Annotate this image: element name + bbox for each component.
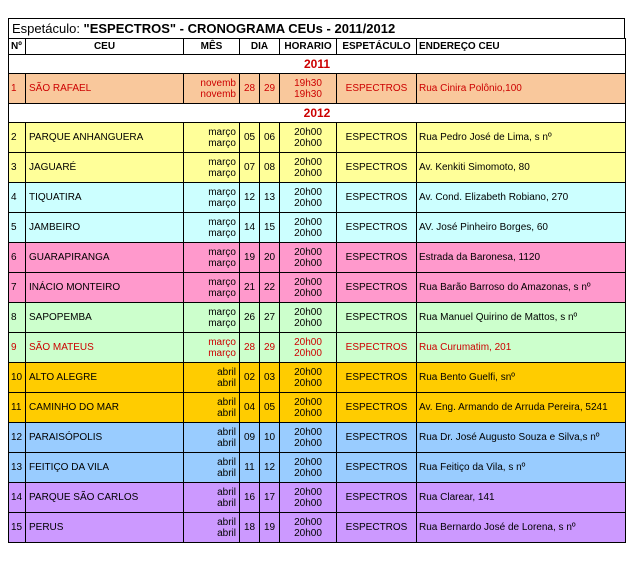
time-line: 20h00 (294, 306, 322, 318)
address: Rua Manuel Quirino de Mattos, s nº (417, 303, 626, 333)
time-line: 20h00 (294, 407, 322, 419)
address: Rua Cinira Polônio,100 (417, 74, 626, 104)
address: Av. Cond. Elizabeth Robiano, 270 (417, 183, 626, 213)
day-end: 08 (260, 153, 280, 183)
time-line: 20h00 (294, 216, 322, 228)
show-name: ESPECTROS (337, 363, 417, 393)
ceu-name: TIQUATIRA (26, 183, 184, 213)
day-start: 04 (240, 393, 260, 423)
month-line: março (208, 336, 236, 348)
time (280, 74, 337, 104)
table-row (9, 333, 626, 363)
day-end: 29 (260, 74, 280, 104)
table-row (9, 183, 626, 213)
day-end: 19 (260, 513, 280, 543)
year-row (9, 55, 626, 74)
address: Rua Barão Barroso do Amazonas, s nº (417, 273, 626, 303)
month-line: março (208, 126, 236, 138)
ceu-name: INÁCIO MONTEIRO (26, 273, 184, 303)
address: Rua Curumatim, 201 (417, 333, 626, 363)
row-number: 7 (9, 273, 26, 303)
ceu-name: FEITIÇO DA VILA (26, 453, 184, 483)
show-name: ESPECTROS (337, 74, 417, 104)
table-row (9, 153, 626, 183)
row-number: 1 (9, 74, 26, 104)
schedule-sheet (8, 18, 625, 543)
row-number: 4 (9, 183, 26, 213)
table-row (9, 74, 626, 104)
day-end: 15 (260, 213, 280, 243)
month (184, 273, 240, 303)
time-line: 20h00 (294, 467, 322, 479)
time-line: 20h00 (294, 167, 322, 179)
table-row (9, 363, 626, 393)
day-end: 27 (260, 303, 280, 333)
table-row (9, 243, 626, 273)
day-start: 11 (240, 453, 260, 483)
address: Rua Bernardo José de Lorena, s nº (417, 513, 626, 543)
time-line: 20h00 (294, 287, 322, 299)
time (280, 303, 337, 333)
time (280, 243, 337, 273)
time (280, 513, 337, 543)
month (184, 363, 240, 393)
month-line: abril (217, 497, 236, 509)
row-number: 6 (9, 243, 26, 273)
time-line: 20h00 (294, 377, 322, 389)
show-name: ESPECTROS (337, 153, 417, 183)
month-line: março (208, 216, 236, 228)
day-end: 06 (260, 123, 280, 153)
day-end: 20 (260, 243, 280, 273)
row-number: 15 (9, 513, 26, 543)
month-line: novemb (200, 88, 236, 100)
day-start: 07 (240, 153, 260, 183)
month-line: abril (217, 516, 236, 528)
ceu-name: ALTO ALEGRE (26, 363, 184, 393)
show-name: ESPECTROS (337, 123, 417, 153)
time (280, 483, 337, 513)
title-prefix: Espetáculo: (12, 21, 84, 36)
address: Rua Feitiço da Vila, s nº (417, 453, 626, 483)
ceu-name: SAPOPEMBA (26, 303, 184, 333)
table-row (9, 453, 626, 483)
row-number: 9 (9, 333, 26, 363)
row-number: 14 (9, 483, 26, 513)
row-number: 13 (9, 453, 26, 483)
month-line: novemb (200, 77, 236, 89)
time-line: 20h00 (294, 137, 322, 149)
show-name: ESPECTROS (337, 273, 417, 303)
day-start: 21 (240, 273, 260, 303)
title-main: "ESPECTROS" - CRONOGRAMA CEUs - 2011/2012 (83, 21, 396, 36)
time (280, 183, 337, 213)
time-line: 20h00 (294, 516, 322, 528)
table-row (9, 483, 626, 513)
time-line: 20h00 (294, 366, 322, 378)
month-line: março (208, 276, 236, 288)
month-line: março (208, 137, 236, 149)
month-line: abril (217, 366, 236, 378)
day-end: 17 (260, 483, 280, 513)
month (184, 333, 240, 363)
row-number: 12 (9, 423, 26, 453)
sheet-title (8, 18, 625, 38)
show-name: ESPECTROS (337, 393, 417, 423)
day-end: 12 (260, 453, 280, 483)
time-line: 20h00 (294, 197, 322, 209)
month-line: abril (217, 486, 236, 498)
header-num: Nº (9, 39, 26, 55)
month-line: março (208, 306, 236, 318)
day-start: 18 (240, 513, 260, 543)
month-line: março (208, 167, 236, 179)
show-name: ESPECTROS (337, 213, 417, 243)
show-name: ESPECTROS (337, 333, 417, 363)
month-line: abril (217, 407, 236, 419)
time-line: 19h30 (294, 77, 322, 89)
address: Estrada da Baronesa, 1120 (417, 243, 626, 273)
month-line: abril (217, 456, 236, 468)
time (280, 453, 337, 483)
day-start: 28 (240, 333, 260, 363)
time (280, 273, 337, 303)
month (184, 183, 240, 213)
month (184, 243, 240, 273)
row-number: 11 (9, 393, 26, 423)
row-number: 2 (9, 123, 26, 153)
month-line: março (208, 156, 236, 168)
year-row (9, 104, 626, 123)
show-name: ESPECTROS (337, 303, 417, 333)
table-row (9, 393, 626, 423)
time (280, 213, 337, 243)
day-start: 14 (240, 213, 260, 243)
row-number: 3 (9, 153, 26, 183)
row-number: 10 (9, 363, 26, 393)
day-start: 05 (240, 123, 260, 153)
month-line: março (208, 246, 236, 258)
month (184, 513, 240, 543)
show-name: ESPECTROS (337, 423, 417, 453)
day-end: 13 (260, 183, 280, 213)
day-start: 16 (240, 483, 260, 513)
day-end: 05 (260, 393, 280, 423)
time-line: 20h00 (294, 257, 322, 269)
month-line: março (208, 347, 236, 359)
month (184, 453, 240, 483)
ceu-name: CAMINHO DO MAR (26, 393, 184, 423)
header-endereco: ENDEREÇO CEU (417, 39, 626, 55)
month-line: abril (217, 377, 236, 389)
table-row (9, 423, 626, 453)
month (184, 74, 240, 104)
month (184, 483, 240, 513)
ceu-name: PARQUE ANHANGUERA (26, 123, 184, 153)
time (280, 333, 337, 363)
time (280, 123, 337, 153)
month-line: abril (217, 396, 236, 408)
month (184, 153, 240, 183)
time (280, 363, 337, 393)
address: Rua Bento Guelfi, snº (417, 363, 626, 393)
year-label: 2011 (9, 55, 626, 74)
day-end: 03 (260, 363, 280, 393)
time (280, 423, 337, 453)
row-number: 5 (9, 213, 26, 243)
day-start: 28 (240, 74, 260, 104)
schedule-body (9, 55, 626, 543)
table-row (9, 303, 626, 333)
time-line: 20h00 (294, 426, 322, 438)
time-line: 20h00 (294, 276, 322, 288)
ceu-name: PARQUE SÃO CARLOS (26, 483, 184, 513)
address: Rua Pedro José de Lima, s nº (417, 123, 626, 153)
time-line: 20h00 (294, 246, 322, 258)
show-name: ESPECTROS (337, 183, 417, 213)
month-line: março (208, 257, 236, 269)
header-row (9, 39, 626, 55)
day-start: 09 (240, 423, 260, 453)
month (184, 423, 240, 453)
header-dia: DIA (240, 39, 280, 55)
show-name: ESPECTROS (337, 453, 417, 483)
time-line: 20h00 (294, 336, 322, 348)
address: Rua Clarear, 141 (417, 483, 626, 513)
month-line: março (208, 287, 236, 299)
time-line: 20h00 (294, 186, 322, 198)
month-line: março (208, 186, 236, 198)
time-line: 20h00 (294, 437, 322, 449)
row-number: 8 (9, 303, 26, 333)
table-row (9, 273, 626, 303)
address: Av. Eng. Armando de Arruda Pereira, 5241 (417, 393, 626, 423)
address: Av. Kenkiti Simomoto, 80 (417, 153, 626, 183)
day-end: 22 (260, 273, 280, 303)
header-mes: MÊS (184, 39, 240, 55)
ceu-name: SÃO RAFAEL (26, 74, 184, 104)
month-line: abril (217, 527, 236, 539)
month-line: março (208, 227, 236, 239)
month (184, 393, 240, 423)
ceu-name: SÃO MATEUS (26, 333, 184, 363)
address: AV. José Pinheiro Borges, 60 (417, 213, 626, 243)
header-espetaculo: ESPETÁCULO (337, 39, 417, 55)
header-ceu: CEU (26, 39, 184, 55)
show-name: ESPECTROS (337, 483, 417, 513)
month (184, 303, 240, 333)
time (280, 393, 337, 423)
schedule-table (8, 38, 626, 543)
table-row (9, 213, 626, 243)
address: Rua Dr. José Augusto Souza e Silva,s nº (417, 423, 626, 453)
time-line: 20h00 (294, 156, 322, 168)
month-line: abril (217, 467, 236, 479)
time (280, 153, 337, 183)
time-line: 20h00 (294, 347, 322, 359)
time-line: 20h00 (294, 396, 322, 408)
month-line: abril (217, 437, 236, 449)
day-end: 29 (260, 333, 280, 363)
table-row (9, 513, 626, 543)
time-line: 19h30 (294, 88, 322, 100)
time-line: 20h00 (294, 227, 322, 239)
ceu-name: PARAISÓPOLIS (26, 423, 184, 453)
year-label: 2012 (9, 104, 626, 123)
show-name: ESPECTROS (337, 513, 417, 543)
day-start: 12 (240, 183, 260, 213)
time-line: 20h00 (294, 126, 322, 138)
time-line: 20h00 (294, 317, 322, 329)
table-row (9, 123, 626, 153)
month-line: abril (217, 426, 236, 438)
month-line: março (208, 317, 236, 329)
month (184, 213, 240, 243)
ceu-name: JAMBEIRO (26, 213, 184, 243)
ceu-name: GUARAPIRANGA (26, 243, 184, 273)
month-line: março (208, 197, 236, 209)
day-end: 10 (260, 423, 280, 453)
day-start: 02 (240, 363, 260, 393)
time-line: 20h00 (294, 486, 322, 498)
header-horario: HORARIO (280, 39, 337, 55)
time-line: 20h00 (294, 456, 322, 468)
show-name: ESPECTROS (337, 243, 417, 273)
time-line: 20h00 (294, 527, 322, 539)
ceu-name: PERUS (26, 513, 184, 543)
ceu-name: JAGUARÉ (26, 153, 184, 183)
month (184, 123, 240, 153)
time-line: 20h00 (294, 497, 322, 509)
day-start: 26 (240, 303, 260, 333)
day-start: 19 (240, 243, 260, 273)
